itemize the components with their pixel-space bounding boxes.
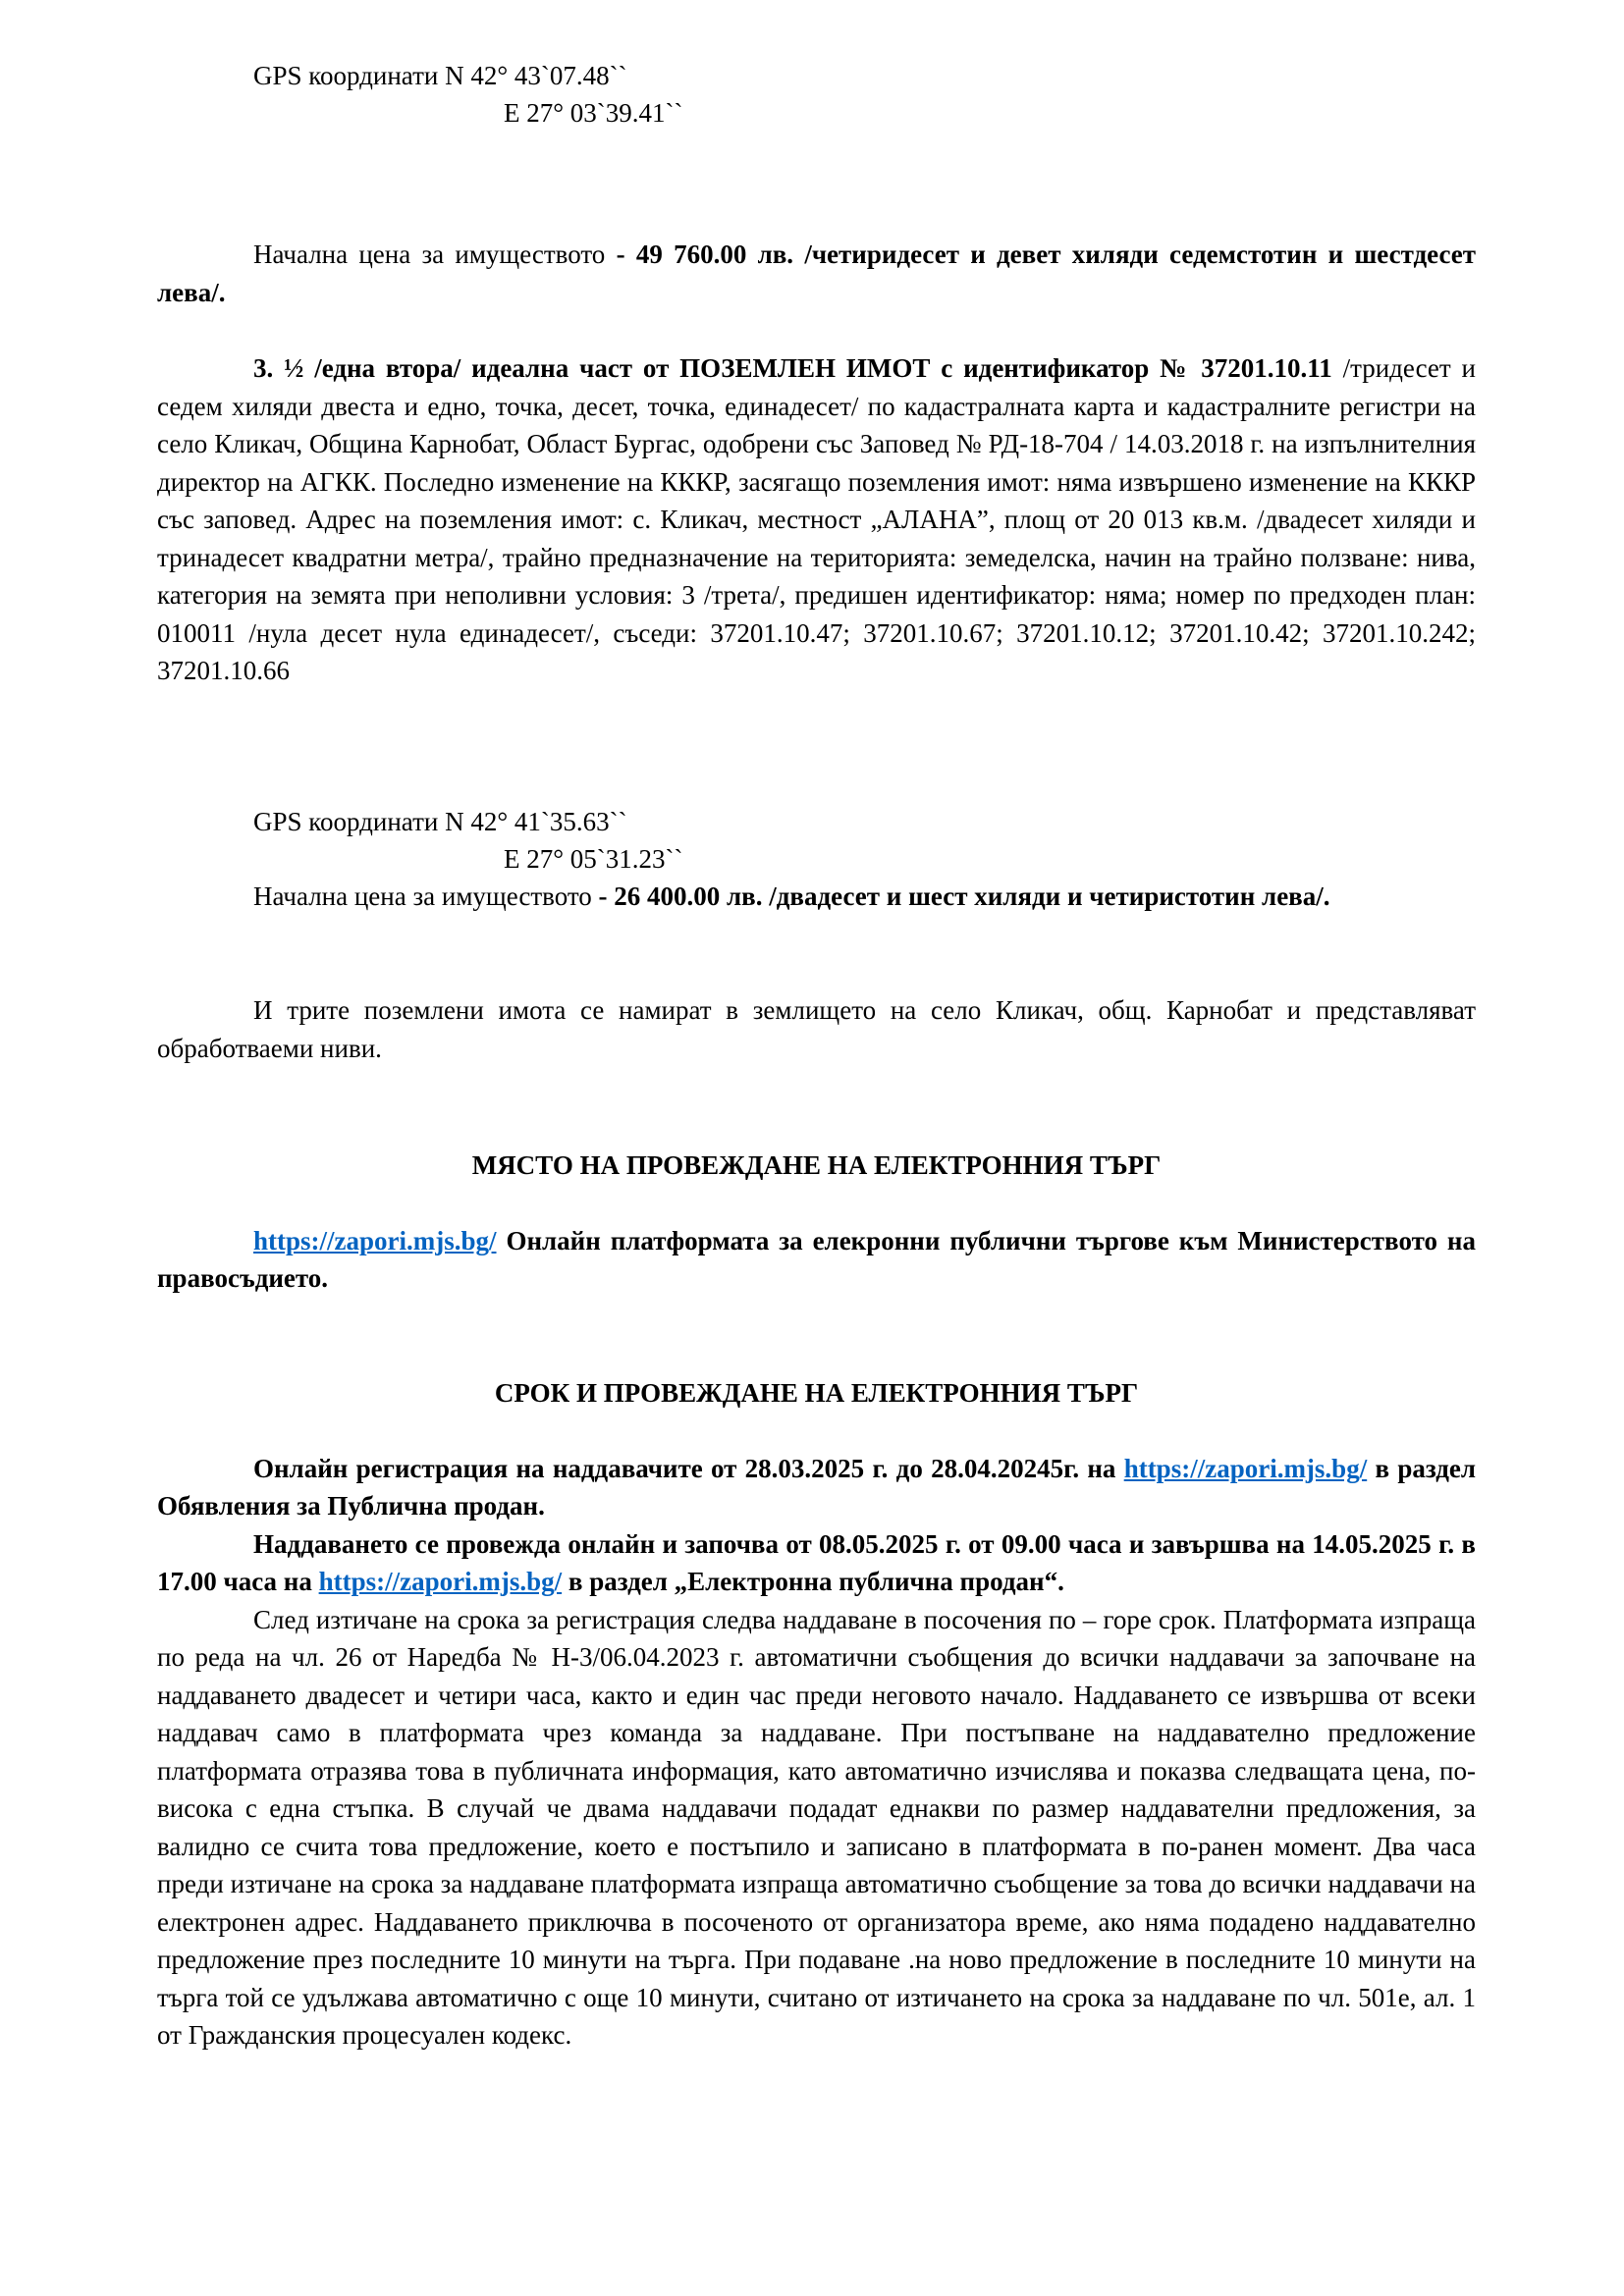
registration-paragraph: Онлайн регистрация на наддавачите от 28.03.2025 г. до 28.04.20245г. на https://zapori.mjs.bg/ в раздел Обявления за Публична продан. [157,1453,1476,1521]
registration-link[interactable]: https://zapori.mjs.bg/ [1123,1453,1368,1483]
item-3-text: /тридесет и седем хиляди двеста и едно, точка, десет, точка, единадесет/ по кадастралната карта и кадастралните регистри на село Кликач, Община Карнобат, Област Бургас, одобрени със Заповед № РД-18-704 / 14.03.2018 г. на изпълнителния директор на АГКК. Последно изменение на КККР, засягащо поземления имот: няма извършено изменение на КККР със заповед. Адрес на поземления имот: с. Кликач, местност „АЛАНА”, площ от 20 013 кв.м. /двадесет хиляди и тринадесет квадратни метра/, трайно предназначение на територията: земеделска, начин на трайно ползване: нива, категория на земята при неполивни условия: 3 /трета/, предишен идентификатор: няма; номер по предходен план: 010011 /нула десет нула единадесет/, съседи: 37201.10.47; 37201.10.67; 37201.10.12; 37201.10.42; 37201.10.242; 37201.10.66 [157,353,1476,685]
section-heading: МЯСТО НА ПРОВЕЖДАНЕ НА ЕЛЕКТРОННИЯ ТЪРГ [471,1150,1162,1180]
bidding-rules: След изтичане на срока за регистрация следва наддаване в посочения по – горе срок. Платформата изпраща по реда на чл. 26 от Наредба № Н-3/06.04.2023 г. автоматични съобщения до всички наддавачи за започване на наддаването двадесет и четири часа, както и един час преди неговото начало. Наддаването се извършва от всеки наддавач само в платформата чрез команда за наддаване. При постъпване на наддавателно предложение платформата отразява това в публичната информация, като автоматично изчислява и показва следващата цена, по-висока с една стъпка. В случай че двама наддавачи подадат еднакви по размер наддавателни предложения, за валидно се счита това предложение, което е постъпило и записано в платформата в по-ранен момент. Два часа преди изтичане на срока за наддаване платформата изпраща автоматично съобщение за това до всички наддавачи на електронен адрес. Наддаването приключва в посоченото от организатора време, ако няма подадено наддавателно предложение през последните 10 минути на търга. При подаване .на ново предложение в последните 10 минути на търга той се удължава автоматично с още 10 минути, считано от изтичането на срока за наддаване по чл. 501е, ал. 1 от Гражданския процесуален кодекс. [157,1604,1476,2050]
gps-block-1 [157,57,1476,132]
gps-north: N 42° 41`35.63`` [445,807,627,836]
price-prefix: Начална цена за имуществото [253,240,606,269]
starting-price-2 [157,878,1476,916]
bidding-link[interactable]: https://zapori.mjs.bg/ [318,1567,563,1596]
price-value: - 49 760.00 лв. /четиридесет и девет хиляди седемстотин и шестдесет лева/. [157,240,1477,307]
gps-label: GPS координати [253,61,439,90]
starting-price-1 [157,236,1476,311]
summary-paragraph [157,991,1476,1067]
item-3-description [157,349,1476,690]
item-3-title: 3. ½ /една втора/ идеална част от ПОЗЕМЛЕН ИМОТ с идентификатор № 37201.10.11 [253,353,1332,383]
platform-description: Онлайн платформата за елекронни публични търгове към Министерството на правосъдието. [157,1225,1476,1293]
price-value: - 26 400.00 лв. /двадесет и шест хиляди и четиристотин лева/. [598,881,1330,911]
gps-east: E 27° 03`39.41`` [504,98,683,128]
section-term [157,1374,1476,2055]
section-heading: СРОК И ПРОВЕЖДАНЕ НА ЕЛЕКТРОННИЯ ТЪРГ [494,1378,1139,1408]
price-prefix: Начална цена за имуществото [253,881,592,911]
gps-north: N 42° 43`07.48`` [445,61,627,90]
gps-east: E 27° 05`31.23`` [504,844,683,874]
gps-label: GPS координати [253,807,439,836]
platform-link[interactable]: https://zapori.mjs.bg/ [253,1225,497,1255]
bidding-paragraph: Наддаването се провежда онлайн и започва от 08.05.2025 г. от 09.00 часа и завършва на 14.05.2025 г. в 17.00 часа на https://zapori.mjs.bg/ в раздел „Електронна публична продан“. [157,1528,1476,1596]
section-place [157,1147,1476,1298]
gps-block-2 [157,803,1476,878]
summary-text: И трите поземлени имота се намират в землището на село Кликач, общ. Карнобат и представляват обработваеми ниви. [157,995,1476,1063]
